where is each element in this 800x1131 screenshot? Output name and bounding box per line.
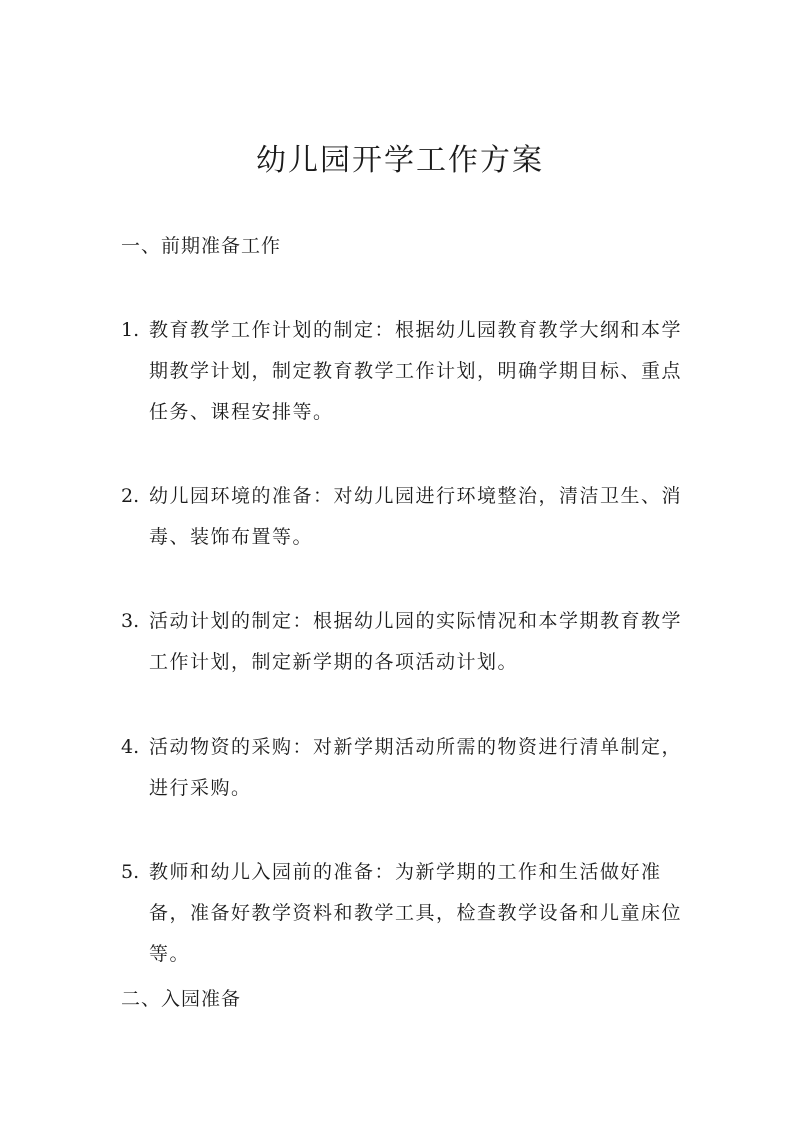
list-item-text: 活动计划的制定：根据幼儿园的实际情况和本学期教育教学工作计划，制定新学期的各项活动计划。	[149, 610, 683, 673]
list-item-number: 5.	[121, 861, 140, 883]
list-item-number: 4.	[121, 736, 140, 758]
list-item-2	[121, 476, 696, 558]
section-heading-1: 一、前期准备工作	[121, 235, 282, 257]
list-item-text: 教育教学工作计划的制定：根据幼儿园教育教学大纲和本学期教学计划，制定教育教学工作计划，明确学期目标、重点任务、课程安排等。	[149, 319, 683, 423]
list-item-4	[121, 727, 696, 809]
list-item-text: 幼儿园环境的准备：对幼儿园进行环境整治，清洁卫生、消毒、装饰布置等。	[149, 485, 683, 548]
list-item-number: 1.	[121, 319, 140, 341]
list-item-number: 2.	[121, 485, 140, 507]
list-item-5	[121, 852, 696, 975]
list-item-1	[121, 310, 696, 433]
list-item-number: 3.	[121, 610, 140, 632]
list-item-text: 活动物资的采购：对新学期活动所需的物资进行清单制定，进行采购。	[149, 736, 683, 799]
list-item-3	[121, 601, 696, 683]
document-title: 幼儿园开学工作方案	[256, 143, 544, 178]
section-heading-2: 二、入园准备	[121, 988, 242, 1010]
list-item-text: 教师和幼儿入园前的准备：为新学期的工作和生活做好准备，准备好教学资料和教学工具，检查教学设备和儿童床位等。	[149, 861, 683, 965]
